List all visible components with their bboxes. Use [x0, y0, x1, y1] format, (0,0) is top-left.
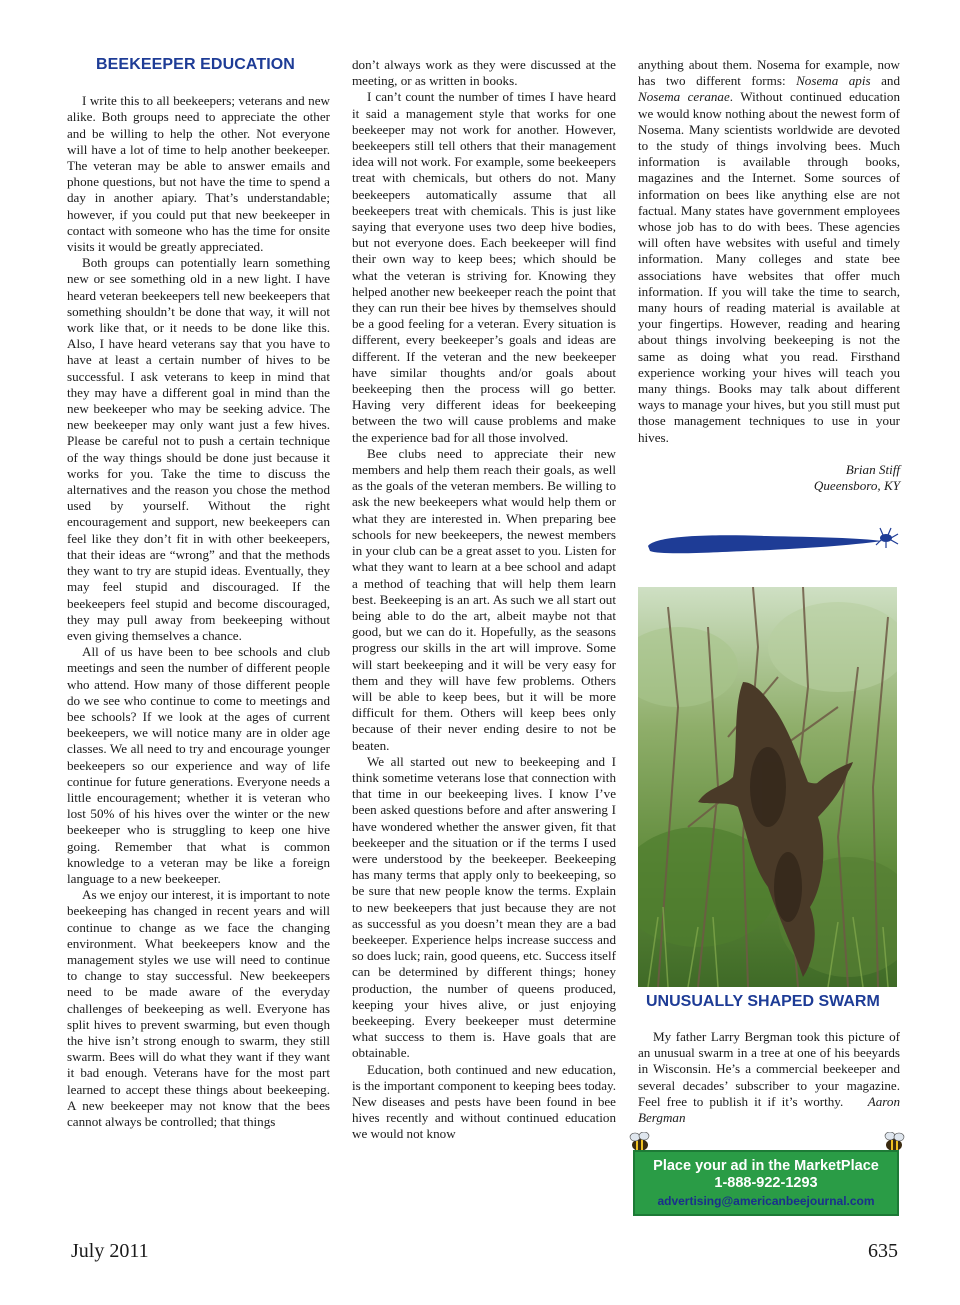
swarm-heading: UNUSUALLY SHAPED SWARM — [646, 993, 880, 1010]
author-name: Brian Stiff — [845, 461, 900, 477]
species-name: Nosema apis — [796, 73, 871, 89]
article-heading: BEEKEEPER EDUCATION — [96, 56, 295, 73]
paragraph: As we enjoy our interest, it is important to note beekeeping has changed in recent years and will continue to change as we face the changing environment. What beekeepers know and the management styles we use will need to continue to change to stay successful. New beekeepers need to be made aware of the everyday challenges of beekeeping as well. Everyone has split hives to prevent swarming, but even though the hive isn’t strong enough to swarm, they still swarm. Bees will do what they want if they want it bad enough. Veterans have for the most part learned to accept these things about beekeeping. A new beekeeper may not know that the bees cannot always be controlled; that things — [67, 887, 330, 1129]
article-column-1 — [67, 57, 330, 1130]
bee-swoosh-ornament — [646, 524, 902, 562]
ad-phone: 1-888-922-1293 — [714, 1175, 818, 1191]
paragraph: don’t always work as they were discussed at the meeting, or as written in books. — [352, 57, 616, 89]
paragraph — [638, 1029, 900, 1126]
caption-text: My father Larry Bergman took this picture of an unusual swarm in a tree at one of his beeyards in Wisconsin. He’s a commercial beekeeper and several decades’ subscriber to your magazine. Feel free to publish it if it’s worthy. — [638, 1029, 900, 1109]
paragraph: Both groups can potentially learn something new or see something old in a new light. I have heard veteran beekeepers tell new beekeepers that something shouldn’t be done that way, it will not work like that, or it needs to be done like this. Also, I have heard veterans say that you have to have at least a certain number of hives to be successful. I ask veterans to keep in mind that they may have a different goal in mind than the new beekeeper who may be seeking advice. The new beekeeper may only want just a few hives. Please be careful not to push a certain technique of the way things should be done just because it works for you. Take the time to discuss the alternatives and the reason you chose the method used by yourself. Without the right encouragement and support, new beekeepers can feel like they don’t fit in with other beekeepers, that their ideas are “wrong” and that the methods they want to try are stupid ideas. Eventually, they may feel stupid and discouraged. If the beekeepers feel stupid and become discouraged, they may pull away from beekeeping without even giving themselves a chance. — [67, 255, 330, 643]
text-run: anything about them. Nosema for example, now has two different forms: — [638, 57, 900, 89]
swarm-caption — [638, 1029, 900, 1126]
paragraph: All of us have been to bee schools and club meetings and seen the number of different people who attend. How many of those different people do we see who continue to come to meetings and bee schools? If we look at the ages of current beekeepers, we will notice many are in older age classes. We all need to try and encourage younger beekeepers so our experience and way of life continue for future generations. Everyone needs a little encouragement; whether it is veteran who lost 50% of his hives over the winter or the new beekeeper who is struggling to keep one hive going. Remember that what is common knowledge to a veteran may be like a foreign language to a new beekeeper. — [67, 644, 330, 886]
author-location: Queensboro, KY — [813, 478, 900, 494]
paragraph: I can’t count the number of times I have heard it said a management style that works for one beekeeper may not work for another. However, beekeepers still tell others that their management idea will not work. For example, some beekeepers treat with chemicals, but others do not. Many beekeepers automatically assume that all beekeepers treat with chemicals. This is just like saying that everyone uses two deep hive bodies, but not everyone does. Each beekeeper will find their own way to keep bees; which should be what the veteran is striving for. Knowing they helped another new beekeeper reach the point that they can run their bee hives by themselves should be a good feeling for a veteran. Every situation is different, every beekeeper’s goals and ideas are different. If the veteran and the new beekeeper have similar thoughts and/or goals about beekeeping then the process will go better. Having very different ideas for beekeeping between the two will cause problems and make the experience bad for all those involved. — [352, 89, 616, 445]
caption-author: Aaron Bergman — [638, 1093, 900, 1126]
page-number: 635 — [868, 1240, 898, 1262]
text-run: . Without continued education we would know nothing about the newest form of Nosema. Many scientists worldwide are devoted to the study of things involving bees. Much information is available through books, magazines and the Internet. Some sources of information on bees like anything else are not factual. Many states have government employees whose job has to do with bees. These agencies will often have websites with useful and timely information. Many colleges and state bee associations have websites that offer much information. If you will take the time to search, many hours of reading material is available at your fingertips. However, reading and hearing about things involving beekeeping is not the same as doing what you read. Firsthand experience working your hives will teach you many things. Books may talk about different ways to manage your hives, but you still must put those management techniques to use in your hives. — [638, 89, 900, 445]
text-run: and — [870, 73, 900, 89]
issue-date: July 2011 — [71, 1240, 149, 1262]
marketplace-ad[interactable] — [633, 1150, 899, 1216]
ad-email-link[interactable]: advertising@americanbeejournal.com — [657, 1194, 875, 1208]
article-column-2 — [352, 57, 616, 1143]
signature — [638, 462, 900, 494]
paragraph: Bee clubs need to appreciate their new members and help them reach their goals, as well as the goals of the veteran members. Be willing to ask the new beekeepers what would help them or what they are interested in. When preparing bee schools for new beekeepers, the newest members in your club can be a great asset to you. Listen for what they want to learn at a bee school and adapt a method of teaching that will help them learn best. Beekeeping is an art. As such we all start out being able to do the art, albeit maybe not that good, but we can do it. Hopefully, as the seasons progress our skills in the art will improve. Some will start beekeeping and it will be very easy for them and they will have few problems. Others will be able to keep bees, but it will be more difficult for them. Others will keep bees only because of their never ending desire to not be beaten. — [352, 445, 616, 753]
paragraph: Education, both continued and new education, is the important component to keeping bees today. New diseases and pests have been found in bee hives recently and without continued education we would not know — [352, 1061, 616, 1142]
species-name: Nosema ceranae — [638, 89, 730, 105]
paragraph — [638, 57, 900, 446]
article-column-3 — [638, 57, 900, 494]
ad-headline: Place your ad in the MarketPlace — [653, 1158, 879, 1174]
paragraph: I write this to all beekeepers; veterans and new alike. Both groups need to appreciate the other and be willing to help the other. Not everyone will have a lot of time to help another beekeeper. The veteran may be able to answer emails and phone questions, but not have the time to spend a day in another apiary. That’s understandable; however, if you could put that new beekeeper in contact with someone who has the time for onsite visits it would be greatly appreciated. — [67, 93, 330, 255]
paragraph: We all started out new to beekeeping and I think sometime veterans lose that connection with that time in our beekeeping lives. I know I’ve been asked questions before and after answering I have wondered whether the answer given, fit that beekeeper and the situation or if the terms I used were understood by the beekeeper. Beekeeping has many terms that apply only to beekeeping, so be sure that new people know the terms. Explain to new beekeepers that just because they are not as successful as you doesn’t mean they are a bad beekeeper. Experience helps increase success and so does luck; rain, good queens, etc. Success itself can be determined by different things; honey production, the number of queens produced, keeping your hives alive, or just enjoying beekeeping. Every beekeeper must determine what success to them is. Have goals that are obtainable. — [352, 753, 616, 1061]
swarm-photo — [638, 587, 897, 987]
